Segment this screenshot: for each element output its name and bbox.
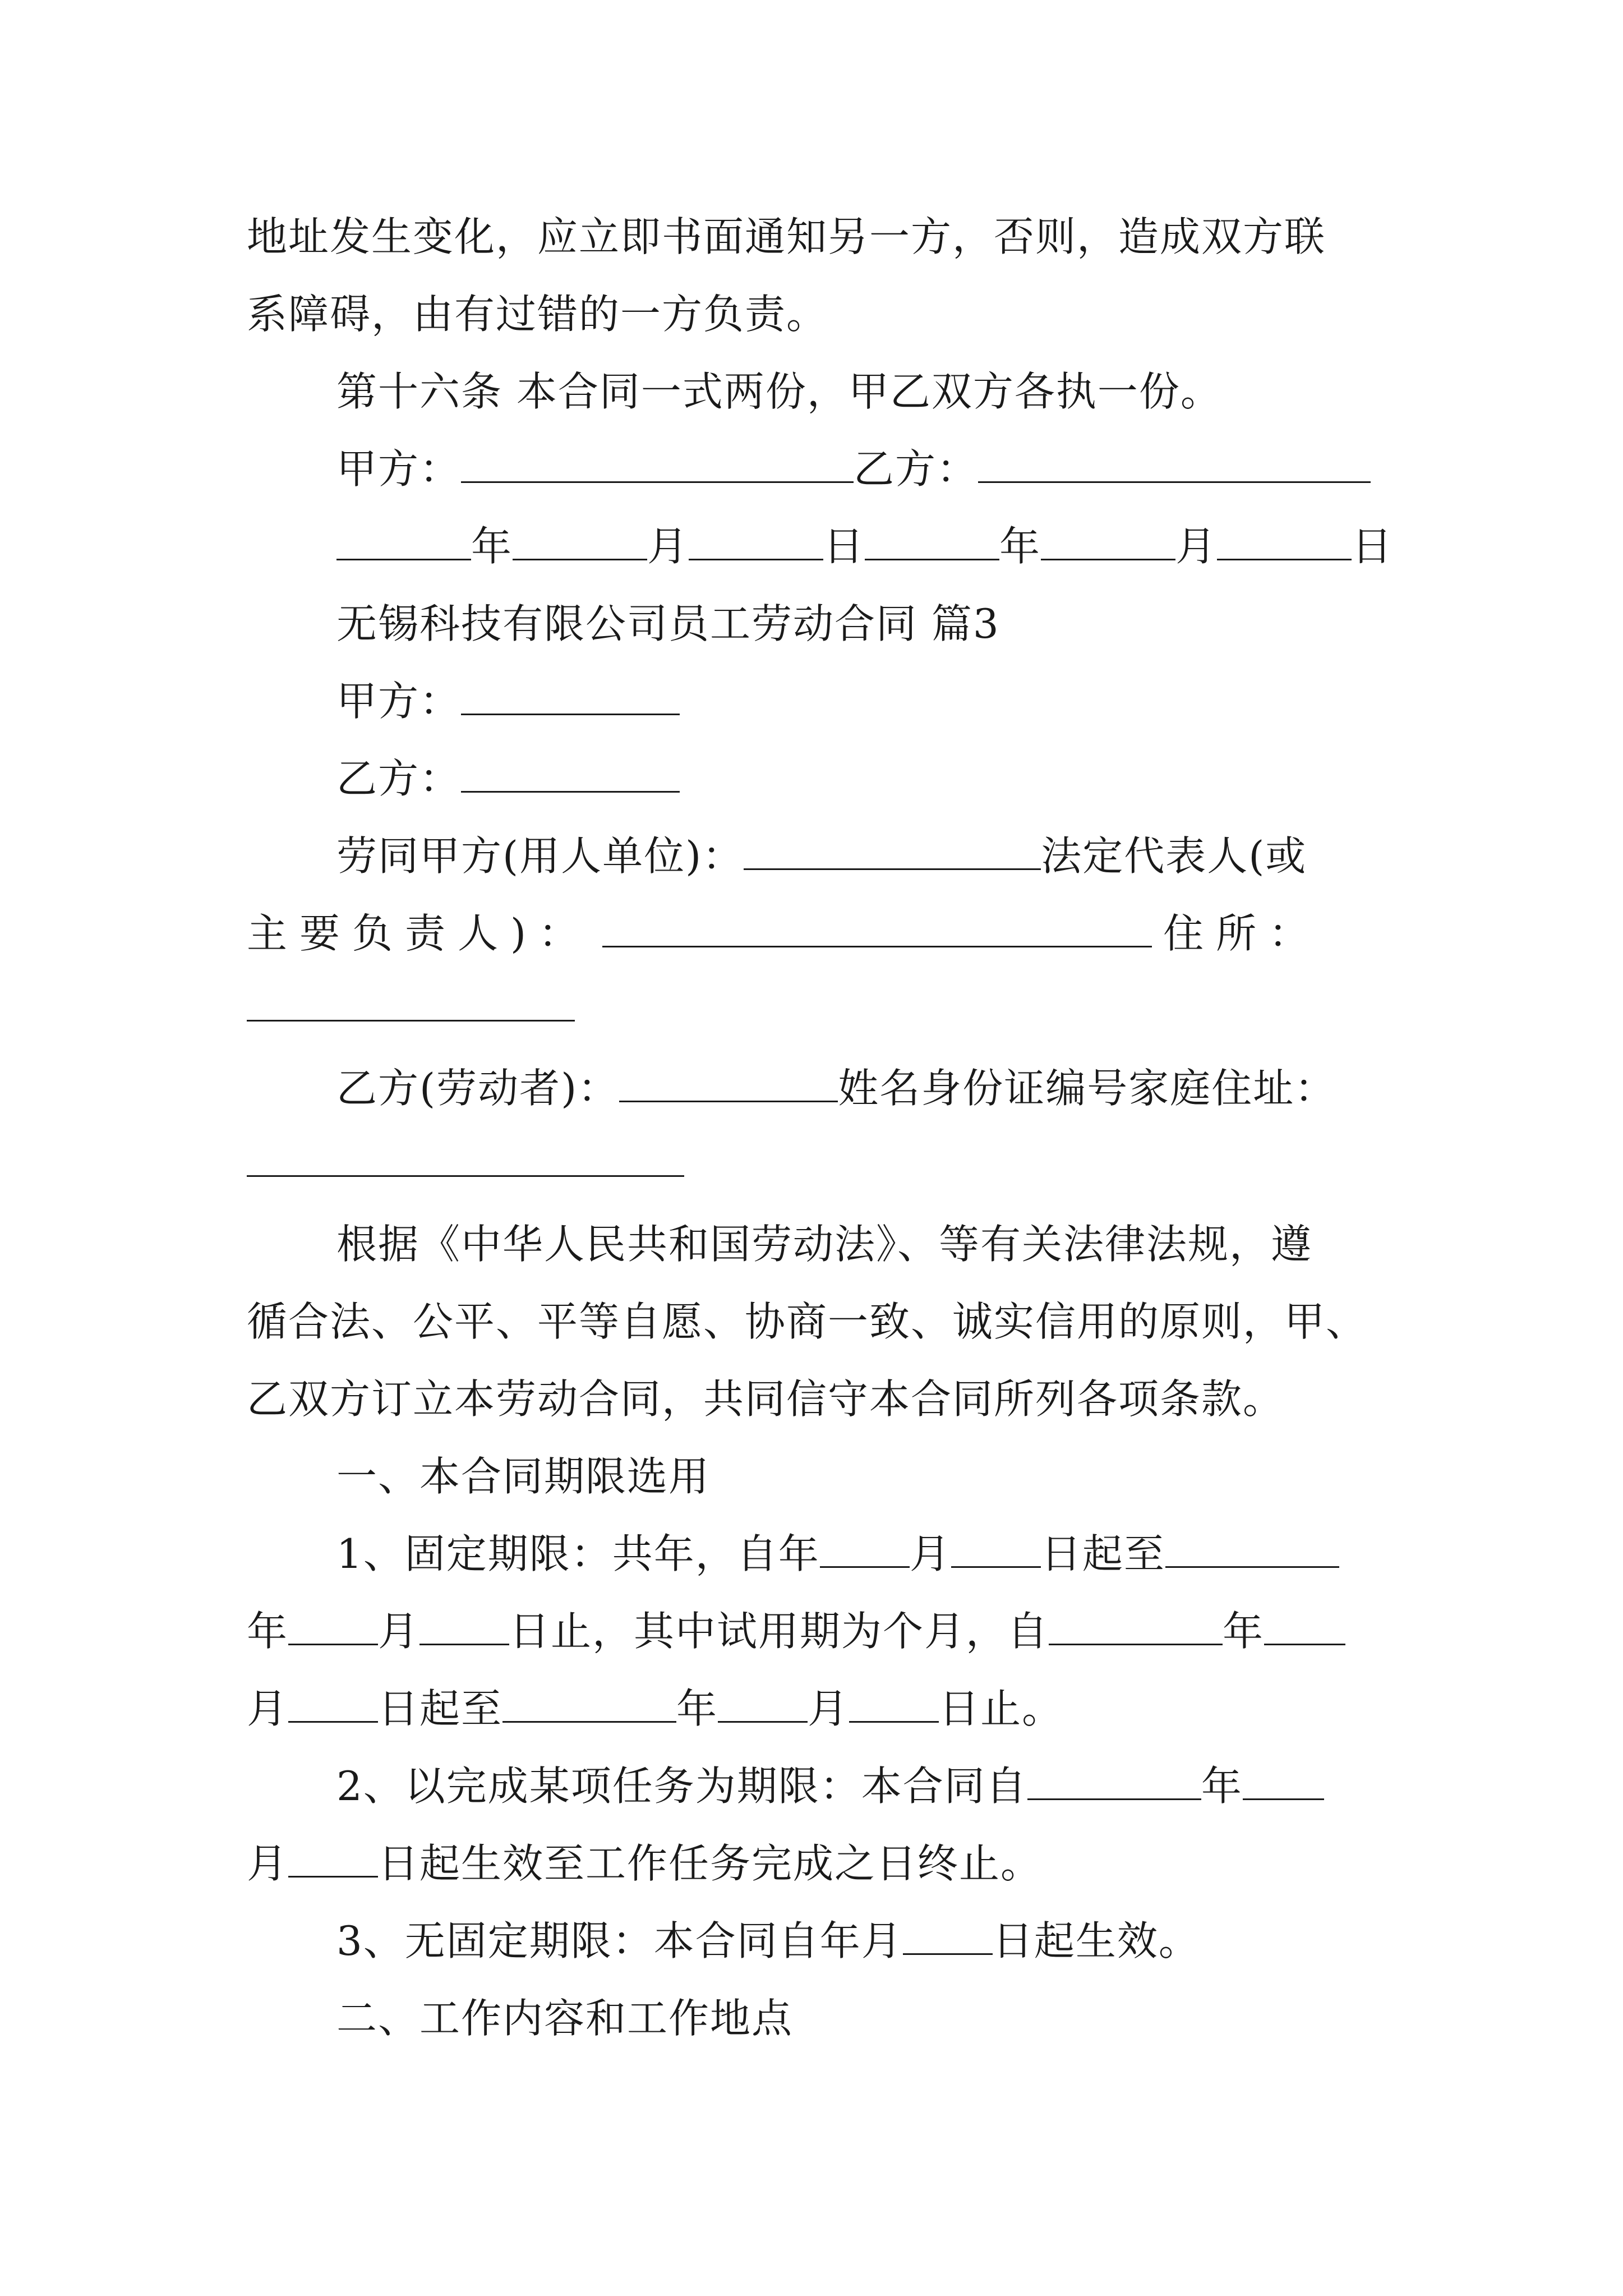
blank [951, 1527, 1041, 1568]
text: 系障碍，由有过错的一方负责。 [247, 291, 828, 338]
text: 年 [999, 523, 1041, 570]
blank [1041, 519, 1175, 560]
blank [513, 519, 647, 560]
text: 2、以完成某项任务为期限：本合同自 [336, 1763, 1027, 1810]
text: 根据《中华人民共和国劳动法》、等有关法律法规，遵 [336, 1221, 1313, 1268]
text: 无锡科技有限公司员工劳动合同 篇3 [336, 600, 1000, 647]
party-a-blank [461, 442, 854, 483]
representative-blank [602, 907, 1152, 947]
text: 月 [247, 1840, 289, 1887]
blank [288, 1837, 378, 1878]
clause-heading [336, 1448, 1385, 1504]
blank [820, 1527, 910, 1568]
blank [1165, 1527, 1339, 1568]
text: 年 [676, 1685, 718, 1732]
term-open-line [336, 1913, 1385, 1969]
paragraph-line [247, 1371, 1385, 1427]
text: 日起生效至工作任务完成之日终止。 [378, 1840, 1043, 1887]
text: 姓名身份证编号家庭住址： [838, 1065, 1336, 1112]
term-task-line [247, 1835, 1385, 1892]
text: 日 [823, 523, 865, 570]
text: 1、固定期限：共年，自年 [336, 1530, 820, 1577]
text: 年 [247, 1608, 289, 1655]
party-b-label: 乙方： [854, 445, 979, 493]
text: 地址发生变化，应立即书面通知另一方，否则，造成双方联 [247, 213, 1326, 260]
text: 3、无固定期限：本合同自年月 [336, 1917, 903, 1964]
party-b-blank [461, 752, 680, 793]
blank [903, 1914, 993, 1955]
text: 乙方： [336, 755, 462, 802]
blank [1264, 1604, 1345, 1645]
paragraph-line [247, 1294, 1385, 1350]
blank [288, 1682, 378, 1723]
blank [419, 1604, 509, 1645]
text: 主要负责人)： [247, 910, 592, 957]
party-a-blank [461, 674, 680, 715]
paragraph-line [247, 286, 1385, 342]
employee-line [336, 1060, 1385, 1116]
text: 住所： [1163, 910, 1322, 957]
text: 月 [647, 523, 689, 570]
text: 劳同甲方(用人单位)： [336, 832, 744, 880]
text: 乙双方订立本劳动合同，共同信守本合同所列各项条款。 [247, 1375, 1285, 1423]
blank [865, 519, 999, 560]
text: 月 [1175, 523, 1218, 570]
employee-blank [619, 1061, 838, 1102]
home-address-blank [247, 1175, 684, 1177]
blank [502, 1682, 676, 1723]
blank [689, 519, 823, 560]
text: 日止，其中试用期为个月，自 [509, 1608, 1049, 1655]
paragraph-line [336, 1216, 1385, 1272]
text: 日起至 [378, 1685, 503, 1732]
text: 日止。 [939, 1685, 1064, 1732]
section-title [336, 596, 1385, 652]
text: 月 [378, 1608, 420, 1655]
text: 甲方： [336, 678, 462, 725]
text: 循合法、公平、平等自愿、协商一致、诚实信用的原则，甲、 [247, 1298, 1368, 1345]
text: 月 [808, 1685, 850, 1732]
employer-blank [744, 829, 1041, 870]
party-b-blank [978, 442, 1371, 483]
text: 日起生效。 [992, 1917, 1200, 1964]
term-task-line [336, 1758, 1385, 1814]
term-fixed-line [247, 1681, 1385, 1737]
term-fixed-line [336, 1526, 1385, 1582]
blank [1217, 519, 1352, 560]
blank [1027, 1759, 1201, 1800]
date-line [336, 518, 1394, 574]
text: 二、工作内容和工作地点 [336, 1995, 794, 2042]
clause-heading [336, 1990, 1385, 2046]
party-a-line [336, 673, 1385, 729]
text: 一、本合同期限选用 [336, 1453, 711, 1500]
text: 日起至 [1040, 1530, 1165, 1577]
text: 年 [471, 523, 513, 570]
party-a-label: 甲方： [336, 445, 462, 493]
blank [849, 1682, 939, 1723]
text: 月 [247, 1685, 289, 1732]
blank [1243, 1759, 1324, 1800]
blank [288, 1604, 378, 1645]
blank [718, 1682, 808, 1723]
text: 年 [1201, 1763, 1243, 1810]
term-fixed-line [247, 1603, 1385, 1659]
text: 乙方(劳动者)： [336, 1065, 620, 1112]
article-16 [336, 364, 1385, 420]
party-b-line [336, 751, 1385, 807]
address-blank [247, 1020, 575, 1022]
paragraph-line [247, 209, 1385, 265]
text: 年 [1223, 1608, 1265, 1655]
text: 月 [909, 1530, 951, 1577]
blank [1049, 1604, 1223, 1645]
signature-line [336, 441, 1385, 497]
text: 第十六条 本合同一式两份，甲乙双方各执一份。 [336, 368, 1222, 415]
text: 法定代表人(或 [1041, 832, 1307, 880]
employer-line [336, 828, 1385, 884]
text: 日 [1352, 523, 1394, 570]
blank [336, 519, 471, 560]
representative-line [247, 905, 1385, 961]
